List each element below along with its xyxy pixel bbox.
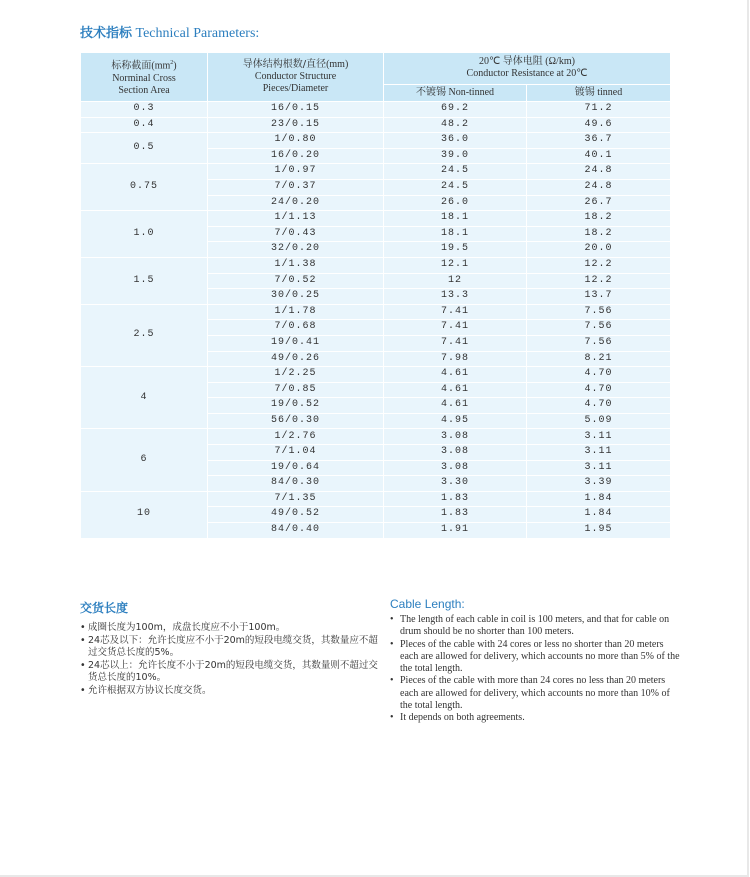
cell-non-tinned: 7.98 (384, 351, 527, 367)
cell-section-area: 0.75 (81, 164, 208, 211)
header-tinned-en: tinned (597, 86, 623, 98)
cell-structure: 1/2.76 (208, 429, 384, 445)
cell-section-area: 2.5 (81, 304, 208, 366)
header-section-en-1: Norminal Cross (112, 72, 176, 84)
header-resistance-temp: 20℃ (479, 56, 501, 68)
cell-structure: 16/0.20 (208, 148, 384, 164)
table-row (81, 102, 671, 118)
cell-tinned: 7.56 (527, 304, 671, 320)
delivery-title-en: Cable Length: (390, 597, 465, 611)
table-row (81, 133, 671, 149)
header-structure-en-1: Conductor Structure (254, 71, 337, 82)
list-item: • 成圈长度为100m，成盘长度应不小于100m。 (80, 622, 380, 635)
header-resistance-unit: (Ω/km) (545, 56, 575, 68)
list-item: • 允许根据双方协议长度交货。 (80, 685, 380, 698)
list-item: • It depends on both agreements. (390, 712, 680, 724)
cell-tinned: 13.7 (527, 289, 671, 305)
header-tinned (527, 84, 671, 101)
cell-section-area: 0.4 (81, 117, 208, 133)
table-row (81, 491, 671, 507)
table-row (81, 117, 671, 133)
cell-structure: 1/0.80 (208, 133, 384, 149)
cell-structure: 19/0.52 (208, 398, 384, 414)
cell-section-area: 0.5 (81, 133, 208, 164)
cell-tinned: 18.2 (527, 226, 671, 242)
table-row (81, 164, 671, 180)
cell-structure: 84/0.40 (208, 523, 384, 539)
cell-tinned: 1.95 (527, 523, 671, 539)
cell-non-tinned: 3.08 (384, 460, 527, 476)
cell-section-area: 0.3 (81, 102, 208, 118)
header-section-en-2: Section Area (118, 84, 170, 96)
table-row (81, 211, 671, 227)
cell-non-tinned: 18.1 (384, 211, 527, 227)
list-item: • 24芯以上：允许长度不小于20m的短段电缆交货，其数量则不超过交货总长度的10%。 (80, 660, 380, 685)
cell-non-tinned: 18.1 (384, 226, 527, 242)
cell-structure: 1/1.78 (208, 304, 384, 320)
cell-structure: 1/1.13 (208, 211, 384, 227)
cell-tinned: 3.11 (527, 429, 671, 445)
cell-structure: 1/2.25 (208, 367, 384, 383)
cell-structure: 7/0.43 (208, 226, 384, 242)
cell-non-tinned: 12.1 (384, 257, 527, 273)
cell-non-tinned: 69.2 (384, 102, 527, 118)
cell-structure: 56/0.30 (208, 413, 384, 429)
cell-section-area: 1.5 (81, 257, 208, 304)
header-tinned-zh: 镀锡 (574, 86, 595, 98)
delivery-title-zh: 交货长度 (80, 601, 129, 615)
cell-non-tinned: 3.08 (384, 429, 527, 445)
cell-non-tinned: 39.0 (384, 148, 527, 164)
cell-tinned: 26.7 (527, 195, 671, 211)
table-row (81, 429, 671, 445)
cell-non-tinned: 7.41 (384, 335, 527, 351)
cell-tinned: 40.1 (527, 148, 671, 164)
header-structure-unit: (mm) (326, 59, 349, 70)
cell-tinned: 7.56 (527, 320, 671, 336)
cell-non-tinned: 7.41 (384, 304, 527, 320)
cell-tinned: 71.2 (527, 102, 671, 118)
cell-section-area: 1.0 (81, 211, 208, 258)
cell-structure: 30/0.25 (208, 289, 384, 305)
table-row (81, 257, 671, 273)
cell-non-tinned: 26.0 (384, 195, 527, 211)
cell-non-tinned: 48.2 (384, 117, 527, 133)
cell-non-tinned: 4.61 (384, 367, 527, 383)
cell-non-tinned: 12 (384, 273, 527, 289)
header-section-unit-sup: 2 (170, 60, 174, 67)
header-section-zh: 标称截面 (111, 60, 152, 72)
cell-structure: 7/0.52 (208, 273, 384, 289)
header-structure (208, 53, 384, 102)
cell-non-tinned: 4.95 (384, 413, 527, 429)
cell-tinned: 4.70 (527, 367, 671, 383)
cell-structure: 1/0.97 (208, 164, 384, 180)
header-non-tinned (384, 84, 527, 101)
cell-structure: 49/0.26 (208, 351, 384, 367)
cell-tinned: 4.70 (527, 398, 671, 414)
cell-tinned: 3.39 (527, 476, 671, 492)
section-title-en: Technical Parameters: (135, 26, 260, 41)
cell-tinned: 49.6 (527, 117, 671, 133)
cell-non-tinned: 19.5 (384, 242, 527, 258)
cell-structure: 24/0.20 (208, 195, 384, 211)
cell-structure: 49/0.52 (208, 507, 384, 523)
cell-section-area: 4 (81, 367, 208, 429)
cell-tinned: 24.8 (527, 179, 671, 195)
cell-non-tinned: 7.41 (384, 320, 527, 336)
cell-non-tinned: 1.91 (384, 523, 527, 539)
cell-structure: 84/0.30 (208, 476, 384, 492)
cell-tinned: 7.56 (527, 335, 671, 351)
cell-tinned: 1.84 (527, 491, 671, 507)
delivery-list-en (390, 614, 680, 725)
cell-section-area: 6 (81, 429, 208, 491)
cell-section-area: 10 (81, 491, 208, 538)
list-item: • Pieces of the cable with more than 24 cores no less than 20 meters each are allowed for delivery, which accounts no more than 10% of the total length. (390, 675, 680, 712)
cell-non-tinned: 4.61 (384, 398, 527, 414)
cell-structure: 16/0.15 (208, 102, 384, 118)
table-row (81, 367, 671, 383)
cell-non-tinned: 36.0 (384, 133, 527, 149)
header-resistance-en: Conductor Resistance at 20℃ (466, 68, 588, 80)
cell-tinned: 24.8 (527, 164, 671, 180)
cell-structure: 19/0.41 (208, 335, 384, 351)
cell-non-tinned: 4.61 (384, 382, 527, 398)
cell-non-tinned: 3.08 (384, 445, 527, 461)
cell-structure: 23/0.15 (208, 117, 384, 133)
section-title-zh: 技术指标 (80, 26, 133, 41)
cell-tinned: 5.09 (527, 413, 671, 429)
cell-non-tinned: 1.83 (384, 491, 527, 507)
header-section-area (81, 53, 208, 102)
cell-non-tinned: 13.3 (384, 289, 527, 305)
list-item: • 24芯及以下：允许长度应不小于20m的短段电缆交货，其数量应不超过交货总长度的5%。 (80, 635, 380, 660)
cell-tinned: 4.70 (527, 382, 671, 398)
header-structure-zh: 导体结构根数/直径 (242, 59, 327, 70)
delivery-list-zh (80, 622, 380, 697)
parameters-table (80, 52, 671, 539)
cell-structure: 7/0.68 (208, 320, 384, 336)
cell-non-tinned: 24.5 (384, 179, 527, 195)
cell-structure: 1/1.38 (208, 257, 384, 273)
cell-structure: 32/0.20 (208, 242, 384, 258)
header-section-unit-close: ) (173, 60, 177, 72)
cell-structure: 19/0.64 (208, 460, 384, 476)
table-body (81, 102, 671, 539)
cell-structure: 7/0.85 (208, 382, 384, 398)
cell-tinned: 1.84 (527, 507, 671, 523)
cell-structure: 7/1.35 (208, 491, 384, 507)
cell-tinned: 12.2 (527, 273, 671, 289)
section-title (80, 22, 259, 42)
cell-non-tinned: 1.83 (384, 507, 527, 523)
header-non-tinned-en: Non-tinned (448, 86, 495, 98)
cell-non-tinned: 3.30 (384, 476, 527, 492)
header-non-tinned-zh: 不镀锡 (415, 86, 446, 98)
cell-tinned: 12.2 (527, 257, 671, 273)
cell-structure: 7/0.37 (208, 179, 384, 195)
header-section-unit: (mm (151, 60, 171, 72)
list-item: • Pleces of the cable with 24 cores or less no shorter than 20 meters each are allowed for delivery, which accounts no more than 5% of the the total length. (390, 639, 680, 676)
header-resistance-zh: 导体电阻 (502, 56, 543, 68)
cell-structure: 7/1.04 (208, 445, 384, 461)
cell-tinned: 3.11 (527, 445, 671, 461)
table-row (81, 304, 671, 320)
header-resistance (384, 53, 671, 85)
cell-tinned: 8.21 (527, 351, 671, 367)
cell-tinned: 36.7 (527, 133, 671, 149)
header-structure-en-2: Pieces/Diameter (262, 83, 329, 94)
cell-non-tinned: 24.5 (384, 164, 527, 180)
cell-tinned: 18.2 (527, 211, 671, 227)
list-item: • The length of each cable in coil is 100 meters, and that for cable on drum should be no shorter than 100 meters. (390, 614, 680, 639)
cell-tinned: 20.0 (527, 242, 671, 258)
cell-tinned: 3.11 (527, 460, 671, 476)
